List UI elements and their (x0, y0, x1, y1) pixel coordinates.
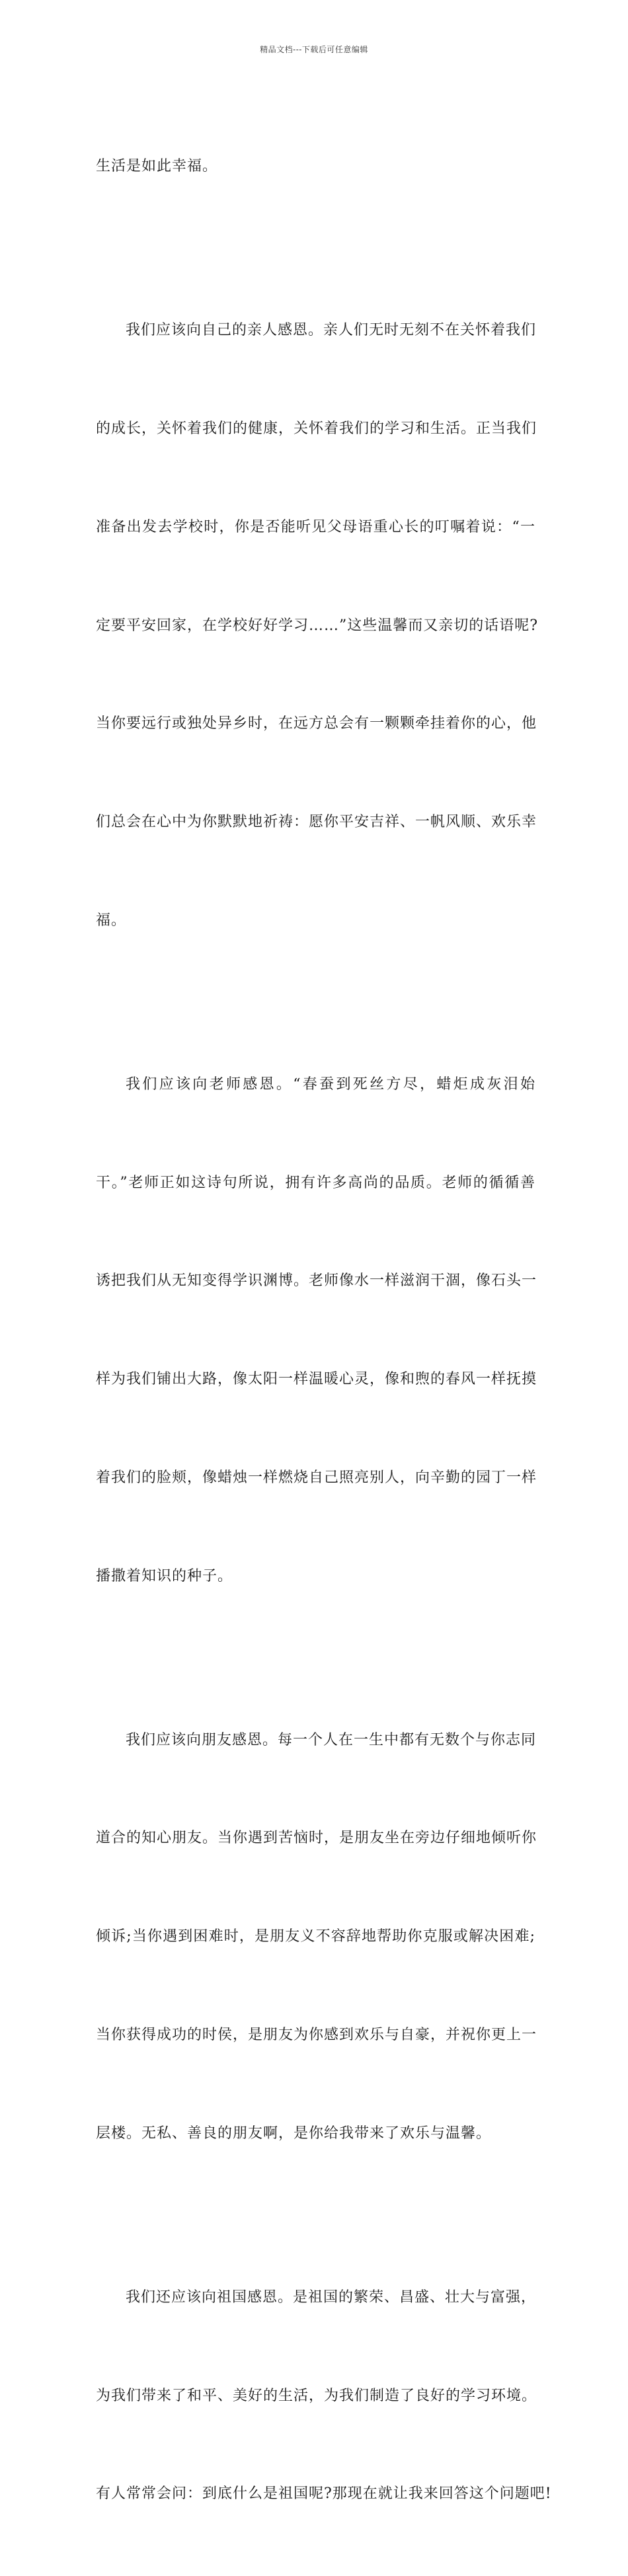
document-body (96, 85, 552, 2576)
text-line: 为我们带来了和平、美好的生活，为我们制造了良好的学习环境。 (96, 2387, 537, 2404)
text-line: 定要平安回家，在学校好好学习……”这些温馨而又亲切的话语呢? (96, 617, 539, 634)
page-header: 精品文档---下载后可任意编辑 (260, 45, 368, 54)
text-line: 道合的知心朋友。当你遇到苦恼时，是朋友坐在旁边仔细地倾听你 (96, 1830, 537, 1847)
text-line: 生活是如此幸福。 (96, 158, 218, 175)
paragraph (96, 249, 539, 1003)
text-line: 的成长，关怀着我们的健康，关怀着我们的学习和生活。正当我们 (96, 420, 537, 437)
text-line: 着我们的脸颊，像蜡烛一样燃烧自己照亮别人，向辛勤的园丁一样 (96, 1469, 537, 1486)
text-line: 当你要远行或独处异乡时，在远方总会有一颗颗牵挂着你的心，他 (96, 715, 537, 732)
text-line: 样为我们铺出大路，像太阳一样温暖心灵，像和煦的春风一样抚摸 (96, 1371, 537, 1388)
text-line: 我们应该向老师感恩。“春蚕到死丝方尽，蜡炬成灰泪始 (126, 1075, 535, 1093)
text-line: 诱把我们从无知变得学识渊博。老师像水一样滋润干涸，像石头一 (96, 1272, 537, 1290)
text-line: 我们还应该向祖国感恩。是祖国的繁荣、昌盛、壮大与富强， (126, 2288, 537, 2306)
text-line: 们总会在心中为你默默地祈祷：愿你平安吉祥、一帆风顺、欢乐幸 (96, 814, 537, 831)
paragraph (96, 1659, 535, 2216)
text-line: 福。 (96, 912, 127, 929)
text-line: 干。”老师正如这诗句所说，拥有许多高尚的品质。老师的循循善 (96, 1174, 535, 1191)
text-line: 我们应该向自己的亲人感恩。亲人们无时无刻不在关怀着我们 (126, 322, 537, 339)
text-line: 播撒着知识的种子。 (96, 1567, 233, 1584)
paragraph (96, 85, 535, 249)
paragraph (96, 2216, 552, 2576)
text-line: 准备出发去学校时，你是否能听见父母语重心长的叮嘱着说：“一 (96, 518, 535, 535)
text-line: 层楼。无私、善良的朋友啊，是你给我带来了欢乐与温馨。 (96, 2125, 492, 2142)
text-line: 倾诉;当你遇到困难时，是朋友义不容辞地帮助你克服或解决困难; (96, 1928, 535, 1945)
text-line: 当你获得成功的时侯，是朋友为你感到欢乐与自豪，并祝你更上一 (96, 2027, 537, 2044)
text-line: 有人常常会问：到底什么是祖国呢?那现在就让我来回答这个问题吧! (96, 2485, 552, 2503)
text-line: 我们应该向朋友感恩。每一个人在一生中都有无数个与你志同 (126, 1731, 537, 1748)
paragraph (96, 1003, 535, 1659)
